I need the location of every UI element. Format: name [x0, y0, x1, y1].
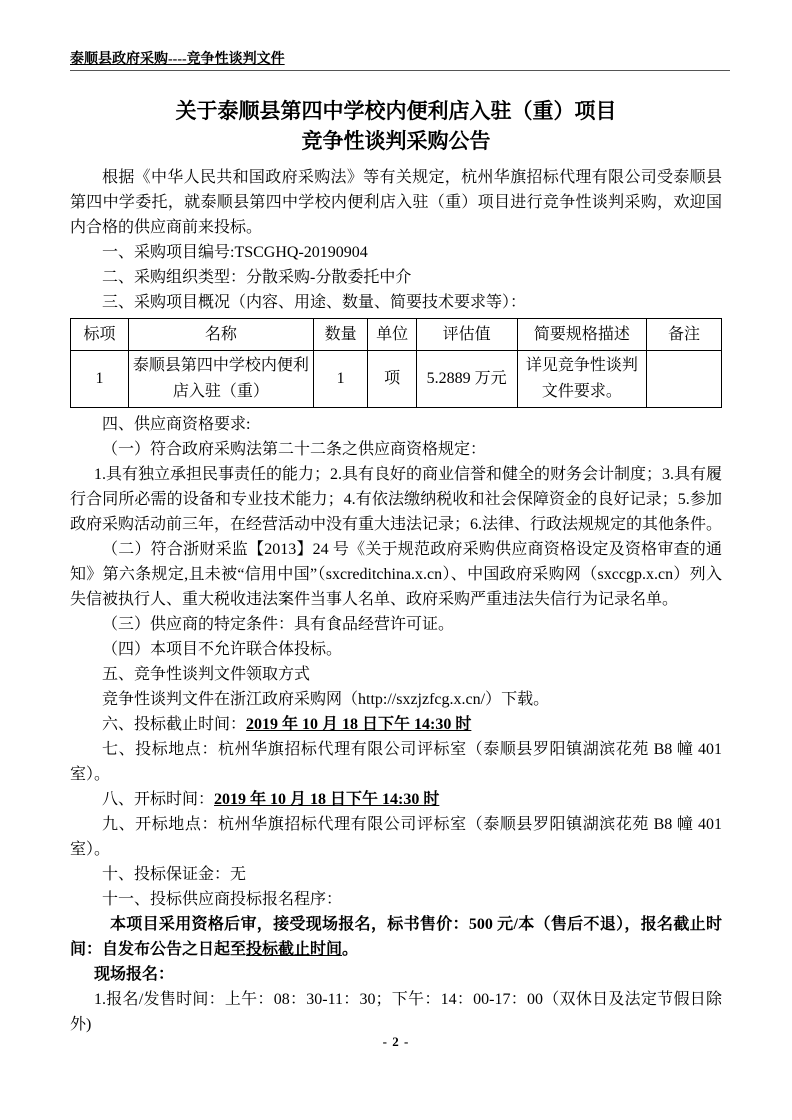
col-header-lot: 标项 — [71, 319, 129, 351]
cell-estimated-value: 5.2889 万元 — [416, 351, 517, 408]
item-bid-deposit: 十、投标保证金：无 — [102, 866, 247, 883]
item-bid-location: 七、投标地点：杭州华旗招标代理有限公司评标室（泰顺县罗阳镇湖滨花苑 B8 幢 401 室）。 — [70, 741, 722, 783]
col-header-estimated-value: 评估值 — [416, 319, 517, 351]
page-footer — [0, 1034, 792, 1050]
cell-lot: 1 — [71, 351, 129, 408]
onsite-registration-heading: 现场报名： — [94, 966, 175, 983]
table-header-row — [71, 319, 722, 351]
title-line-1: 关于泰顺县第四中学校内便利店入驻（重）项目 — [175, 99, 617, 123]
item-project-overview-heading: 三、采购项目概况（内容、用途、数量、简要技术要求等）： — [102, 294, 527, 311]
registration-procedure-paragraph — [70, 912, 722, 962]
item-project-number: 一、采购项目编号:TSCGHQ-20190904 — [102, 244, 368, 261]
header-text: 泰顺县政府采购----竞争性谈判文件 — [70, 52, 285, 67]
col-header-unit: 单位 — [368, 319, 416, 351]
onsite-registration-time: 1.报名/发售时间：上午：08：30-11：30；下午：14：00-17：00（双休日及法定节假日除外) — [70, 991, 722, 1033]
registration-text-lead: 本项目采用资格后审，接受现场报名，标书售价：500 元/本（售后不退），报名截止时间：自发布公告之日起至 — [70, 916, 722, 958]
item-document-collection-detail: 竞争性谈判文件在浙江政府采购网（http://sxzjzfcg.x.cn/）下载。 — [102, 691, 550, 708]
registration-text-period: 。 — [342, 941, 359, 958]
col-header-remarks: 备注 — [647, 319, 722, 351]
bid-deadline-label: 六、投标截止时间： — [102, 716, 247, 733]
intro-paragraph: 根据《中华人民共和国政府采购法》等有关规定，杭州华旗招标代理有限公司受泰顺县第四中学委托，就泰顺县第四中学校内便利店入驻（重）项目进行竞争性谈判采购，欢迎国内合格的供应商前来投标。 — [70, 169, 722, 236]
title-line-2: 竞争性谈判采购公告 — [301, 129, 491, 153]
cell-unit: 项 — [368, 351, 416, 408]
item-registration-procedure-heading: 十一、投标供应商投标报名程序： — [102, 891, 343, 908]
project-overview-table — [70, 318, 722, 408]
opening-time-label: 八、开标时间： — [102, 791, 215, 808]
page-number: - 2 - — [382, 1034, 410, 1049]
col-header-name: 名称 — [128, 319, 313, 351]
page-header — [70, 50, 730, 71]
document-title — [70, 88, 722, 156]
item-qualification-sub2: （二）符合浙财采监【2013】24 号《关于规范政府采购供应商资格设定及资格审查的通知》第六条规定,且未被“信用中国”（sxcreditchina.x.cn）、中国政府采购网（sxccgp.x.cn）列入失信被执行人、重大税收违法案件当事人名单、政府采购严重违法失信行为记录名单。 — [70, 541, 722, 608]
cell-name: 泰顺县第四中学校内便利店入驻（重） — [128, 351, 313, 408]
col-header-quantity: 数量 — [313, 319, 368, 351]
col-header-spec: 简要规格描述 — [517, 319, 647, 351]
item-qualification-sub3: （三）供应商的特定条件：具有食品经营许可证。 — [102, 616, 455, 633]
item-organization-type: 二、采购组织类型：分散采购-分散委托中介 — [102, 269, 412, 286]
document-body — [70, 165, 722, 1037]
item-opening-time — [70, 787, 722, 812]
item-bid-deadline — [70, 712, 722, 737]
page-content — [70, 88, 722, 1037]
item-qualification-sub1: （一）符合政府采购法第二十二条之供应商资格规定： — [102, 441, 487, 458]
table-row — [71, 351, 722, 408]
item-qualification-sub1-detail: 1.具有独立承担民事责任的能力；2.具有良好的商业信誉和健全的财务会计制度；3.具有履行合同所必需的设备和专业技术能力；4.有依法缴纳税收和社会保障资金的良好记录；5.参加政府采购活动前三年，在经营活动中没有重大违法记录；6.法律、行政法规规定的其他条件。 — [70, 466, 723, 533]
opening-time-value: 2019 年 10 月 18 日下午 14:30 时 — [214, 791, 440, 808]
cell-spec: 详见竞争性谈判文件要求。 — [517, 351, 647, 408]
cell-quantity: 1 — [313, 351, 368, 408]
item-opening-location: 九、开标地点：杭州华旗招标代理有限公司评标室（泰顺县罗阳镇湖滨花苑 B8 幢 401 室）。 — [70, 816, 722, 858]
item-qualification-sub4: （四）本项目不允许联合体投标。 — [102, 641, 343, 658]
item-supplier-qualification-heading: 四、供应商资格要求: — [102, 416, 251, 433]
bid-deadline-value: 2019 年 10 月 18 日下午 14:30 时 — [246, 716, 472, 733]
item-document-collection-heading: 五、竞争性谈判文件领取方式 — [102, 666, 311, 683]
registration-deadline-underlined: 投标截止时间 — [246, 941, 343, 958]
cell-remarks — [647, 351, 722, 408]
